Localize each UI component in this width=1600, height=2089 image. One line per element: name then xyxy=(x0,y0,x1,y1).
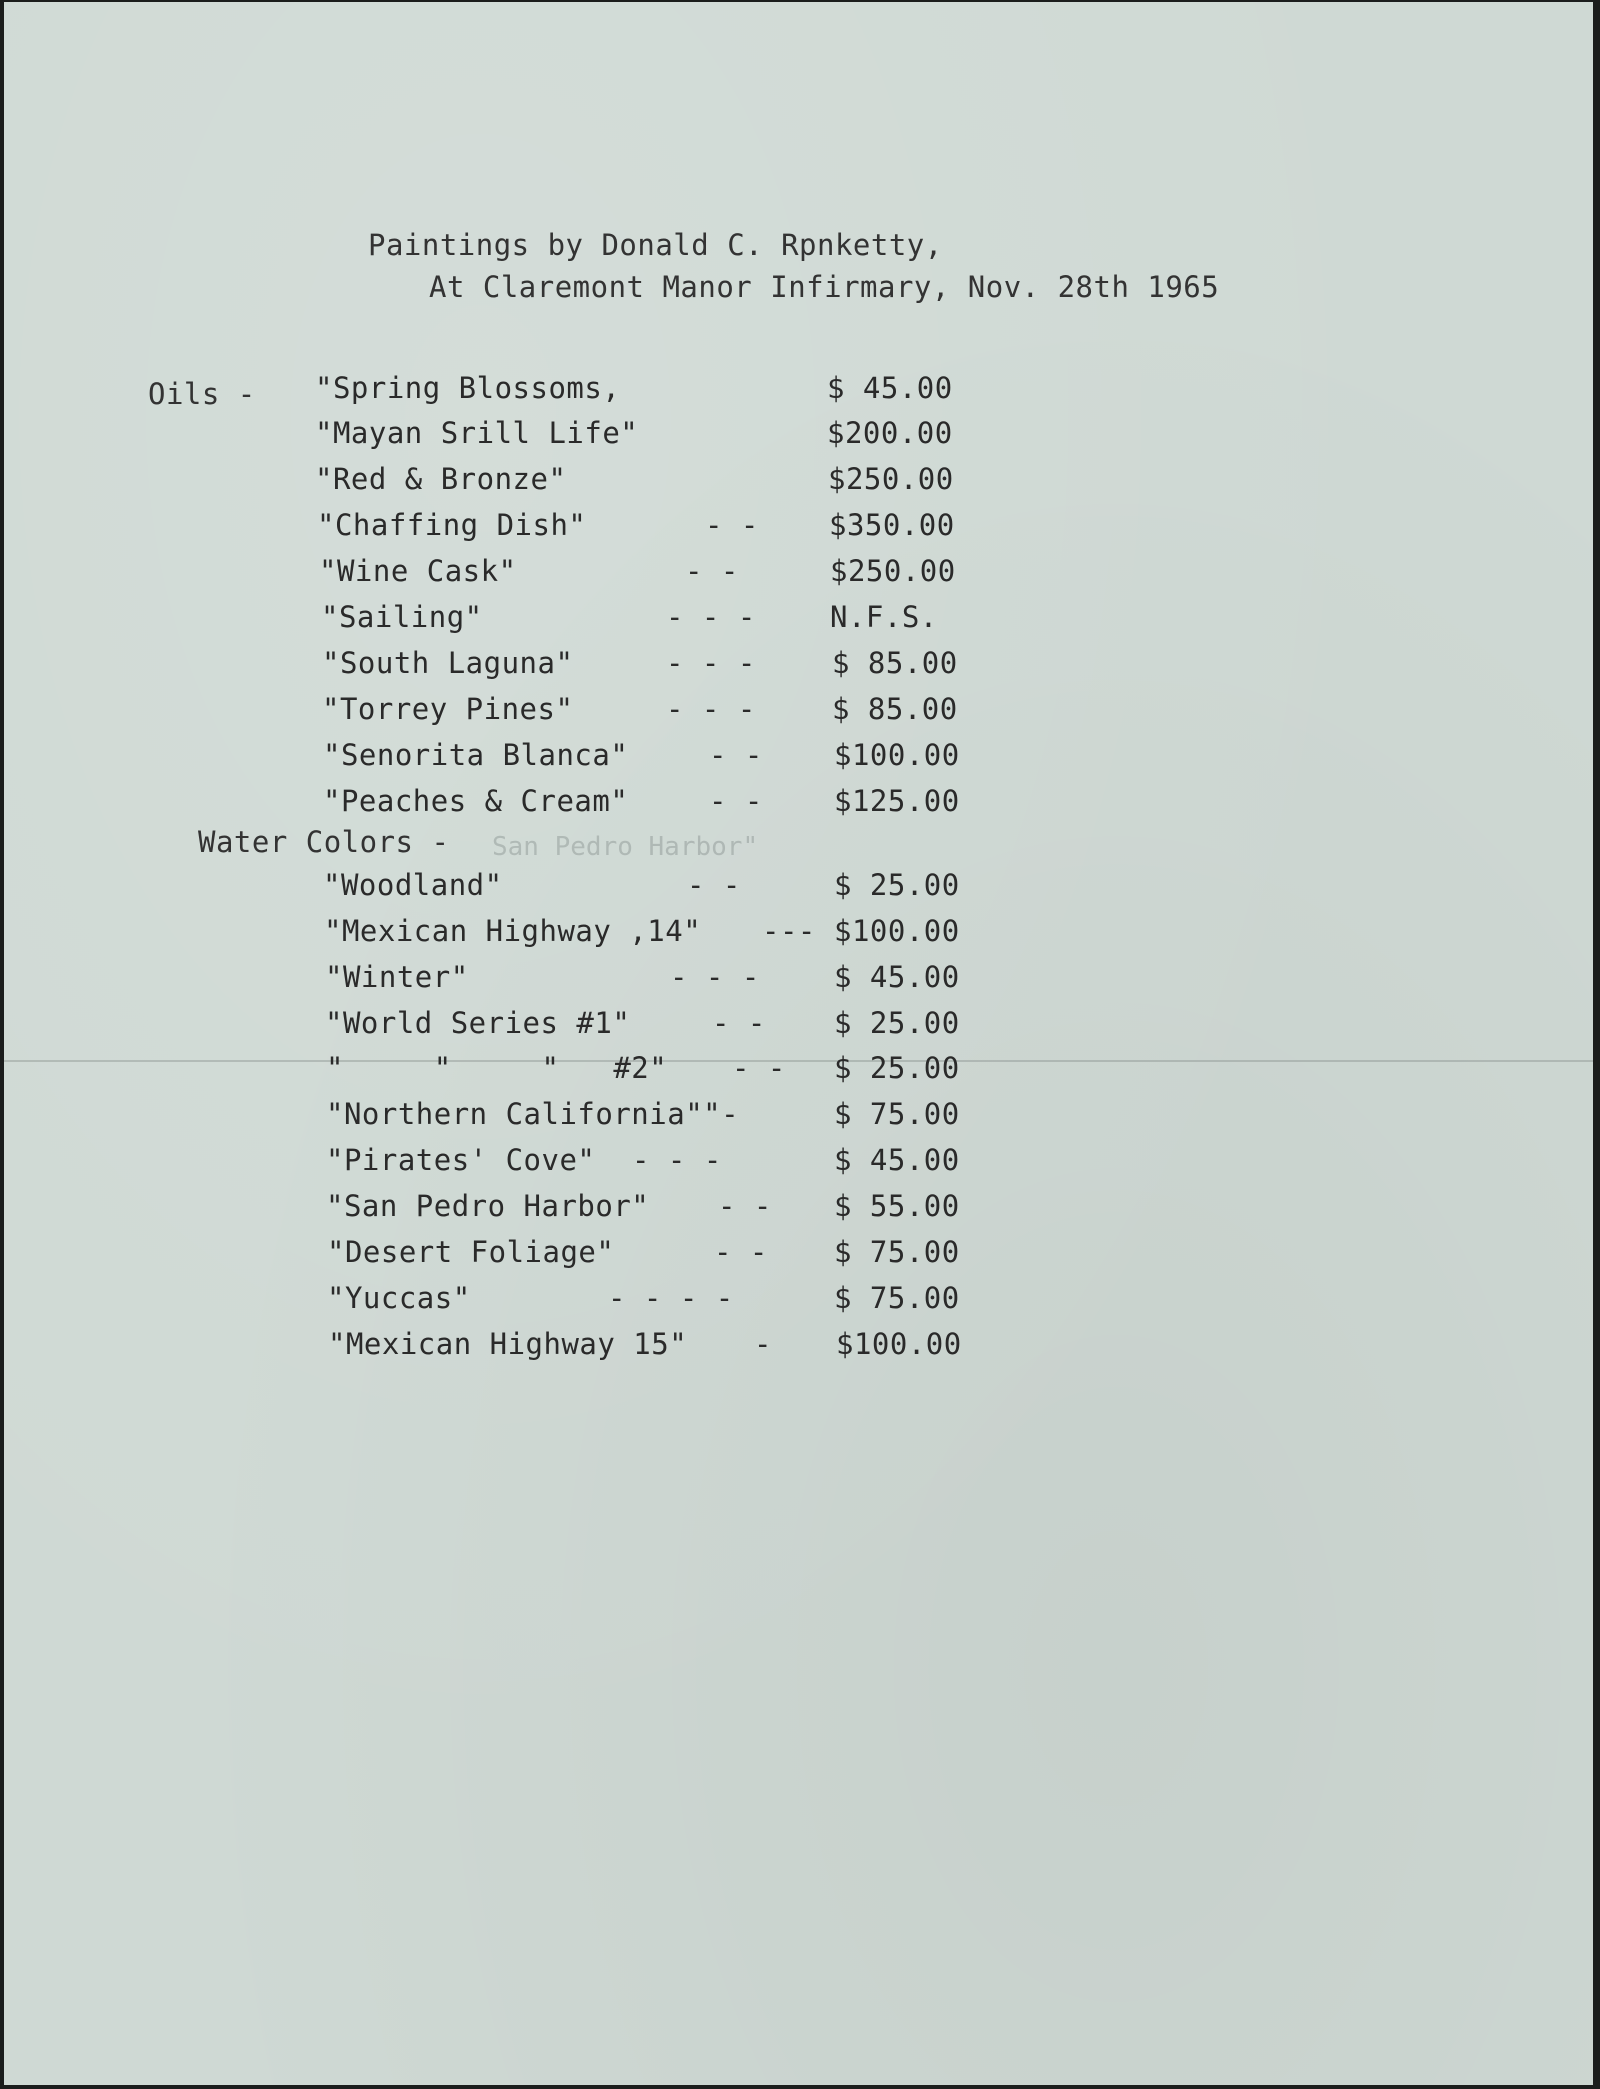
leader-dashes: - - - xyxy=(666,646,756,680)
document-title-line-1: Paintings by Donald C. Rpnketty, xyxy=(368,228,943,262)
painting-price: $200.00 xyxy=(827,416,953,450)
painting-price: $ 25.00 xyxy=(834,1006,960,1040)
faint-bleed-through-text: San Pedro Harbor" xyxy=(492,832,759,862)
painting-title: "Senorita Blanca" xyxy=(323,738,629,772)
painting-title: "Northern California""- xyxy=(326,1097,740,1131)
painting-price: $100.00 xyxy=(834,914,960,948)
leader-dashes: - - xyxy=(685,554,739,588)
painting-title: "Spring Blossoms, xyxy=(315,371,621,405)
painting-price: $ 85.00 xyxy=(832,646,958,680)
painting-title: "Peaches & Cream" xyxy=(323,784,629,818)
leader-dashes: - - - xyxy=(670,960,760,994)
painting-title: "World Series #1" xyxy=(325,1006,631,1040)
painting-price: $100.00 xyxy=(834,738,960,772)
typed-document-page xyxy=(4,2,1593,2085)
painting-price: $ 45.00 xyxy=(834,1143,960,1177)
painting-price: $125.00 xyxy=(834,784,960,818)
painting-title: "Wine Cask" xyxy=(319,554,517,588)
painting-title: "Yuccas" xyxy=(327,1281,471,1315)
painting-title: "Mexican Highway ,14" xyxy=(324,914,702,948)
leader-dashes: - xyxy=(754,1327,772,1361)
leader-dashes: - - xyxy=(732,1051,786,1085)
painting-title: "Mayan Srill Life" xyxy=(315,416,639,450)
painting-title: "Red & Bronze" xyxy=(315,462,567,496)
painting-price: $ 45.00 xyxy=(834,960,960,994)
leader-dashes: - - - - xyxy=(608,1281,734,1315)
painting-price: N.F.S. xyxy=(830,600,938,634)
leader-dashes: - - - xyxy=(666,600,756,634)
painting-price: $350.00 xyxy=(829,508,955,542)
painting-price: $ 75.00 xyxy=(834,1235,960,1269)
painting-price: $ 25.00 xyxy=(834,868,960,902)
leader-dashes: - - xyxy=(687,868,741,902)
oils-section-label: Oils - xyxy=(148,377,256,411)
leader-dashes: - - xyxy=(714,1235,768,1269)
painting-price: $ 55.00 xyxy=(834,1189,960,1223)
leader-dashes: - - xyxy=(705,508,759,542)
painting-price: $ 75.00 xyxy=(834,1281,960,1315)
leader-dashes: --- xyxy=(762,914,816,948)
painting-title: "Pirates' Cove" xyxy=(326,1143,596,1177)
leader-dashes: - - xyxy=(718,1189,772,1223)
painting-title: "San Pedro Harbor" xyxy=(326,1189,650,1223)
painting-price: $ 75.00 xyxy=(834,1097,960,1131)
leader-dashes: - - - xyxy=(632,1143,722,1177)
document-title-line-2: At Claremont Manor Infirmary, Nov. 28th 1965 xyxy=(429,270,1220,304)
painting-title: "Desert Foliage" xyxy=(327,1235,615,1269)
painting-price: $100.00 xyxy=(836,1327,962,1361)
painting-price: $250.00 xyxy=(830,554,956,588)
leader-dashes: - - xyxy=(709,738,763,772)
watercolors-section-label: Water Colors - xyxy=(198,825,450,859)
painting-title: "Torrey Pines" xyxy=(322,692,574,726)
leader-dashes: - - - xyxy=(666,692,756,726)
painting-title: "South Laguna" xyxy=(322,646,574,680)
leader-dashes: - - xyxy=(709,784,763,818)
painting-price: $ 85.00 xyxy=(832,692,958,726)
painting-title: "Woodland" xyxy=(323,868,503,902)
painting-price: $250.00 xyxy=(828,462,954,496)
paper-fold-line xyxy=(4,1060,1593,1062)
painting-price: $ 45.00 xyxy=(827,371,953,405)
painting-title: "Chaffing Dish" xyxy=(317,508,587,542)
painting-title: "Sailing" xyxy=(321,600,483,634)
leader-dashes: - - xyxy=(712,1006,766,1040)
painting-price: $ 25.00 xyxy=(834,1051,960,1085)
painting-title: "Winter" xyxy=(325,960,469,994)
painting-title: "Mexican Highway 15" xyxy=(328,1327,688,1361)
painting-title: " " " #2" xyxy=(326,1051,668,1085)
